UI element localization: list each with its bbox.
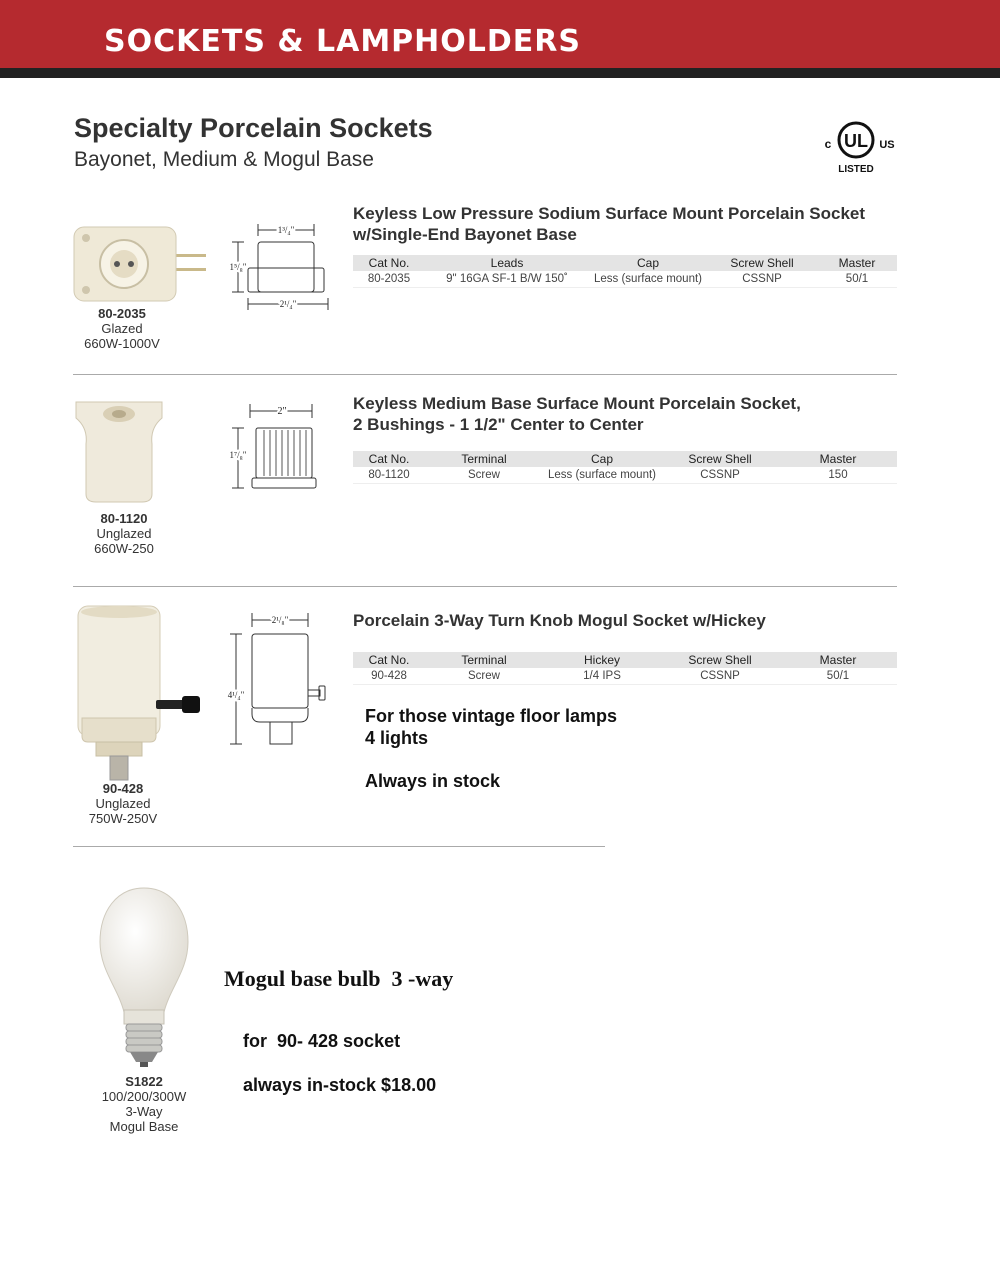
section-divider bbox=[73, 586, 897, 587]
table-cell: 90-428 bbox=[353, 668, 425, 684]
title-line: w/Single-End Bayonet Base bbox=[353, 225, 577, 244]
dim-side: 1⁵/₈" bbox=[229, 262, 247, 272]
page-title: Specialty Porcelain Sockets bbox=[74, 113, 433, 143]
column-header: Terminal bbox=[425, 451, 543, 467]
bulb-compatible-socket: for 90- 428 socket bbox=[243, 1031, 401, 1051]
column-header: Screw Shell bbox=[707, 255, 817, 271]
rating: 660W-1000V bbox=[84, 336, 160, 351]
catalog-number: 80-2035 bbox=[98, 306, 146, 321]
caption-80-1120 bbox=[72, 511, 176, 556]
table-cell: Screw bbox=[425, 668, 543, 684]
wattage: 100/200/300W bbox=[101, 1089, 187, 1104]
column-header: Cat No. bbox=[353, 652, 425, 668]
dim-top: 1³/₄" bbox=[277, 225, 295, 235]
column-header: Cap bbox=[543, 451, 661, 467]
note-four-lights: 4 lights bbox=[365, 728, 429, 748]
dim-side: 4¹/₄" bbox=[227, 690, 245, 700]
section-divider bbox=[73, 846, 605, 847]
header-banner bbox=[0, 0, 1000, 78]
finish: Unglazed bbox=[95, 796, 151, 811]
rating: 660W-250 bbox=[94, 541, 154, 556]
rating: 750W-250V bbox=[88, 811, 158, 826]
table-cell: Less (surface mount) bbox=[543, 467, 661, 483]
bulb-heading: Mogul base bulb 3 -way bbox=[224, 966, 454, 991]
finish: Unglazed bbox=[96, 526, 152, 541]
column-header: Cat No. bbox=[353, 255, 425, 271]
ul-mark-text: UL bbox=[844, 131, 868, 151]
column-header: Master bbox=[779, 451, 897, 467]
dim-top: 2¹/₈" bbox=[271, 615, 289, 625]
table-cell: CSSNP bbox=[661, 467, 779, 483]
ul-left-text: c bbox=[824, 137, 832, 151]
column-header: Screw Shell bbox=[661, 451, 779, 467]
column-header: Hickey bbox=[543, 652, 661, 668]
column-header: Terminal bbox=[425, 652, 543, 668]
finish: Glazed bbox=[101, 321, 143, 336]
catalog-number: S1822 bbox=[125, 1074, 163, 1089]
bulb-type: 3-Way bbox=[125, 1104, 163, 1119]
product-title-80-1120 bbox=[353, 393, 801, 435]
dimension-drawing-80-2035 bbox=[218, 220, 336, 316]
bulb-photo-s1822 bbox=[96, 884, 192, 1070]
column-header: Screw Shell bbox=[661, 652, 779, 668]
catalog-number: 90-428 bbox=[102, 781, 144, 796]
caption-80-2035 bbox=[72, 306, 172, 351]
dimension-drawing-90-428 bbox=[222, 610, 330, 750]
title-line: Porcelain 3-Way Turn Knob Mogul Socket w/Hickey bbox=[353, 611, 766, 630]
note-vintage-floor-lamps: For those vintage floor lamps bbox=[365, 706, 618, 726]
table-cell: Screw bbox=[425, 467, 543, 483]
table-header-row bbox=[353, 652, 897, 668]
table-cell: 50/1 bbox=[817, 271, 897, 287]
table-cell: 1/4 IPS bbox=[543, 668, 661, 684]
table-row bbox=[353, 467, 897, 483]
table-cell: CSSNP bbox=[661, 668, 779, 684]
ul-right-text: US bbox=[879, 139, 895, 151]
column-header: Cap bbox=[589, 255, 707, 271]
table-cell: 50/1 bbox=[779, 668, 897, 684]
table-row bbox=[353, 271, 897, 287]
column-header: Master bbox=[779, 652, 897, 668]
table-row bbox=[353, 668, 897, 684]
caption-s1822 bbox=[94, 1074, 194, 1134]
page-subtitle: Bayonet, Medium & Mogul Base bbox=[74, 148, 374, 171]
title-line: Keyless Low Pressure Sodium Surface Mount Porcelain Socket bbox=[353, 204, 866, 223]
title-line: 2 Bushings - 1 1/2" Center to Center bbox=[353, 415, 644, 434]
table-header-row bbox=[353, 255, 897, 271]
product-photo-90-428 bbox=[70, 602, 204, 782]
product-title-90-428 bbox=[353, 610, 766, 631]
banner-title: SOCKETS & LAMPHOLDERS bbox=[104, 24, 581, 59]
table-cell: CSSNP bbox=[707, 271, 817, 287]
table-cell: 150 bbox=[779, 467, 897, 483]
dim-side: 1⁷/₈" bbox=[229, 450, 247, 460]
spec-table-90-428 bbox=[353, 652, 897, 685]
ul-listed-text: LISTED bbox=[838, 164, 874, 175]
dim-top: 2" bbox=[277, 406, 287, 417]
table-cell: Less (surface mount) bbox=[589, 271, 707, 287]
dimension-drawing-80-1120 bbox=[222, 400, 322, 494]
spec-table-80-1120 bbox=[353, 451, 897, 484]
product-title-80-2035 bbox=[353, 203, 865, 245]
bulb-base: Mogul Base bbox=[109, 1119, 179, 1134]
title-line: Keyless Medium Base Surface Mount Porcelain Socket, bbox=[353, 394, 801, 413]
ul-listed-logo bbox=[822, 118, 898, 178]
catalog-number: 80-1120 bbox=[100, 511, 148, 526]
section-divider bbox=[73, 374, 897, 375]
dim-bottom: 2¹/₄" bbox=[279, 299, 297, 309]
column-header: Master bbox=[817, 255, 897, 271]
product-photo-80-2035 bbox=[72, 224, 206, 304]
product-photo-80-1120 bbox=[72, 398, 166, 506]
table-cell: 80-2035 bbox=[353, 271, 425, 287]
bulb-price: always in-stock $18.00 bbox=[243, 1075, 437, 1095]
table-header-row bbox=[353, 451, 897, 467]
caption-90-428 bbox=[72, 781, 174, 826]
table-cell: 9" 16GA SF-1 B/W 150˚ bbox=[425, 271, 589, 287]
spec-table-80-2035 bbox=[353, 255, 897, 288]
table-cell: 80-1120 bbox=[353, 467, 425, 483]
column-header: Leads bbox=[425, 255, 589, 271]
column-header: Cat No. bbox=[353, 451, 425, 467]
note-always-in-stock: Always in stock bbox=[365, 771, 501, 791]
